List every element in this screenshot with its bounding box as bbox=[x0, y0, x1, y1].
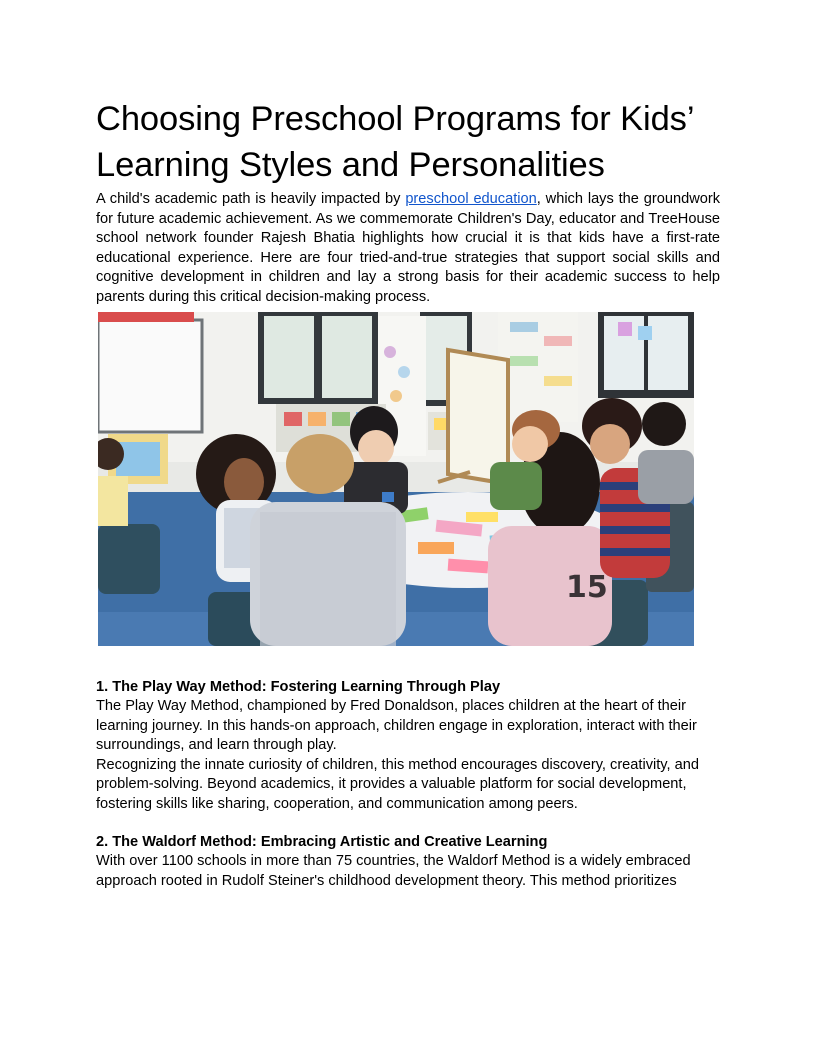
article-title bbox=[96, 96, 720, 188]
waldorf-paragraph-1: With over 1100 schools in more than 75 countries, the Waldorf Method is a widely embraced approach rooted in Rudolf Steiner's childhood development theory. This method prioritizes bbox=[96, 853, 691, 889]
intro-paragraph bbox=[96, 190, 720, 307]
intro-text-end: , which lays the groundwork for future academic achievement. As we commemorate Children's Day, educator and TreeHouse school network founder Rajesh Bhatia highlights how crucial it is that kids have a first-rate educational experience. Here are four tried-and-true strategies that support social skills and cognitive development in children and lay a strong basis for their academic success to help parents during this critical decision-making process. bbox=[96, 191, 721, 305]
title-line-1: Choosing Preschool Programs for Kids’ bbox=[96, 100, 695, 138]
classroom-photo bbox=[98, 312, 694, 646]
document-page bbox=[96, 96, 720, 891]
play-way-paragraph-1: The Play Way Method, championed by Fred Donaldson, places children at the heart of their learning journey. In this hands-on approach, children engage in exploration, interact with their surroundings, and learn through play. bbox=[96, 698, 697, 753]
shirt-number: 15 bbox=[566, 570, 608, 605]
title-line-2: Learning Styles and Personalities bbox=[96, 146, 605, 184]
preschool-education-link[interactable]: preschool education bbox=[405, 191, 537, 207]
intro-text-start: A child's academic path is heavily impacted by bbox=[96, 191, 406, 207]
play-way-paragraph-2: Recognizing the innate curiosity of children, this method encourages discovery, creativity, and problem-solving. Beyond academics, it provides a valuable platform for social development, fostering skills like sharing, cooperation, and communication among peers. bbox=[96, 756, 699, 812]
section-heading-waldorf: 2. The Waldorf Method: Embracing Artistic and Creative Learning bbox=[96, 834, 548, 850]
section-heading-play-way: 1. The Play Way Method: Fostering Learning Through Play bbox=[96, 679, 501, 695]
